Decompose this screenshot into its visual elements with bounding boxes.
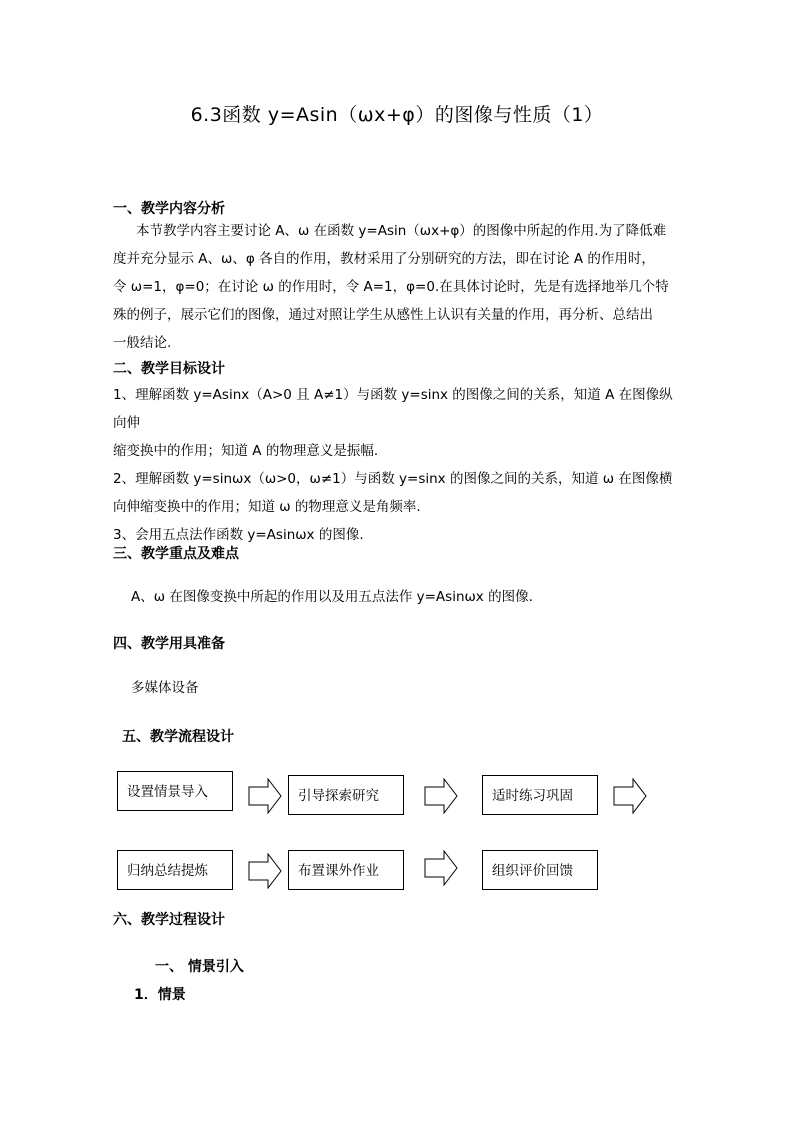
paragraph-line: 本节教学内容主要讨论 A、ω 在函数 y=Asin（ωx+φ）的图像中所起的作用.为了降低难 xyxy=(136,223,667,239)
paragraph-line: 令 ω=1，φ=0；在讨论 ω 的作用时，令 A=1，φ=0.在具体讨论时，先是有选择地举几个特 xyxy=(113,279,669,295)
flow-box-3: 适时练习巩固 xyxy=(482,775,598,815)
objective-line: 2、理解函数 y=sinωx（ω>0，ω≠1）与函数 y=sinx 的图像之间的关系，知道 ω 在图像横 xyxy=(113,471,673,487)
flow-arrow-icon xyxy=(248,853,282,889)
paragraph-line: 一般结论. xyxy=(113,335,172,351)
section-3-heading: 三、教学重点及难点 xyxy=(113,546,239,562)
objective-line: 1、理解函数 y=Asinx（A>0 且 A≠1）与函数 y=sinx 的图像之间的关系，知道 A 在图像纵向伸 xyxy=(113,387,673,431)
paragraph-line: 度并充分显示 A、ω、φ 各自的作用，教材采用了分别研究的方法，即在讨论 A 的作用时， xyxy=(113,251,655,267)
flow-arrow-icon xyxy=(424,778,458,814)
objective-line: 缩变换中的作用；知道 A 的物理意义是振幅. xyxy=(113,443,379,459)
flow-box-4: 归纳总结提炼 xyxy=(117,850,233,890)
section-2-list xyxy=(113,381,683,549)
section-3-text: A、ω 在图像变换中所起的作用以及用五点法作 y=Asinωx 的图像. xyxy=(131,589,533,605)
objective-line: 向伸缩变换中的作用；知道 ω 的物理意义是角频率. xyxy=(113,499,421,515)
section-6-heading: 六、教学过程设计 xyxy=(113,912,225,928)
paragraph-line: 殊的例子，展示它们的图像，通过对照让学生从感性上认识有关量的作用，再分析、总结出 xyxy=(113,307,653,323)
section-1-heading: 一、教学内容分析 xyxy=(113,201,225,217)
objective-line: 3、会用五点法作函数 y=Asinωx 的图像. xyxy=(113,527,364,543)
page-title: 6.3函数 y=Asin（ωx+φ）的图像与性质（1） xyxy=(190,104,604,126)
section-2-heading: 二、教学目标设计 xyxy=(113,361,225,377)
section-4-heading: 四、教学用具准备 xyxy=(113,636,225,652)
section-5-heading: 五、教学流程设计 xyxy=(122,729,234,745)
flow-box-6: 组织评价回馈 xyxy=(482,850,598,890)
flow-arrow-icon xyxy=(424,850,458,886)
section-1-paragraph xyxy=(113,217,683,357)
flow-arrow-icon xyxy=(613,778,647,814)
flow-box-5: 布置课外作业 xyxy=(288,850,404,890)
flow-box-1: 设置情景导入 xyxy=(117,771,233,811)
section-6-item: 1．情景 xyxy=(134,987,186,1003)
section-4-text: 多媒体设备 xyxy=(131,680,199,696)
flow-arrow-icon xyxy=(248,778,282,814)
flow-box-2: 引导探索研究 xyxy=(288,775,404,815)
section-6-subheading: 一、 情景引入 xyxy=(155,959,244,975)
